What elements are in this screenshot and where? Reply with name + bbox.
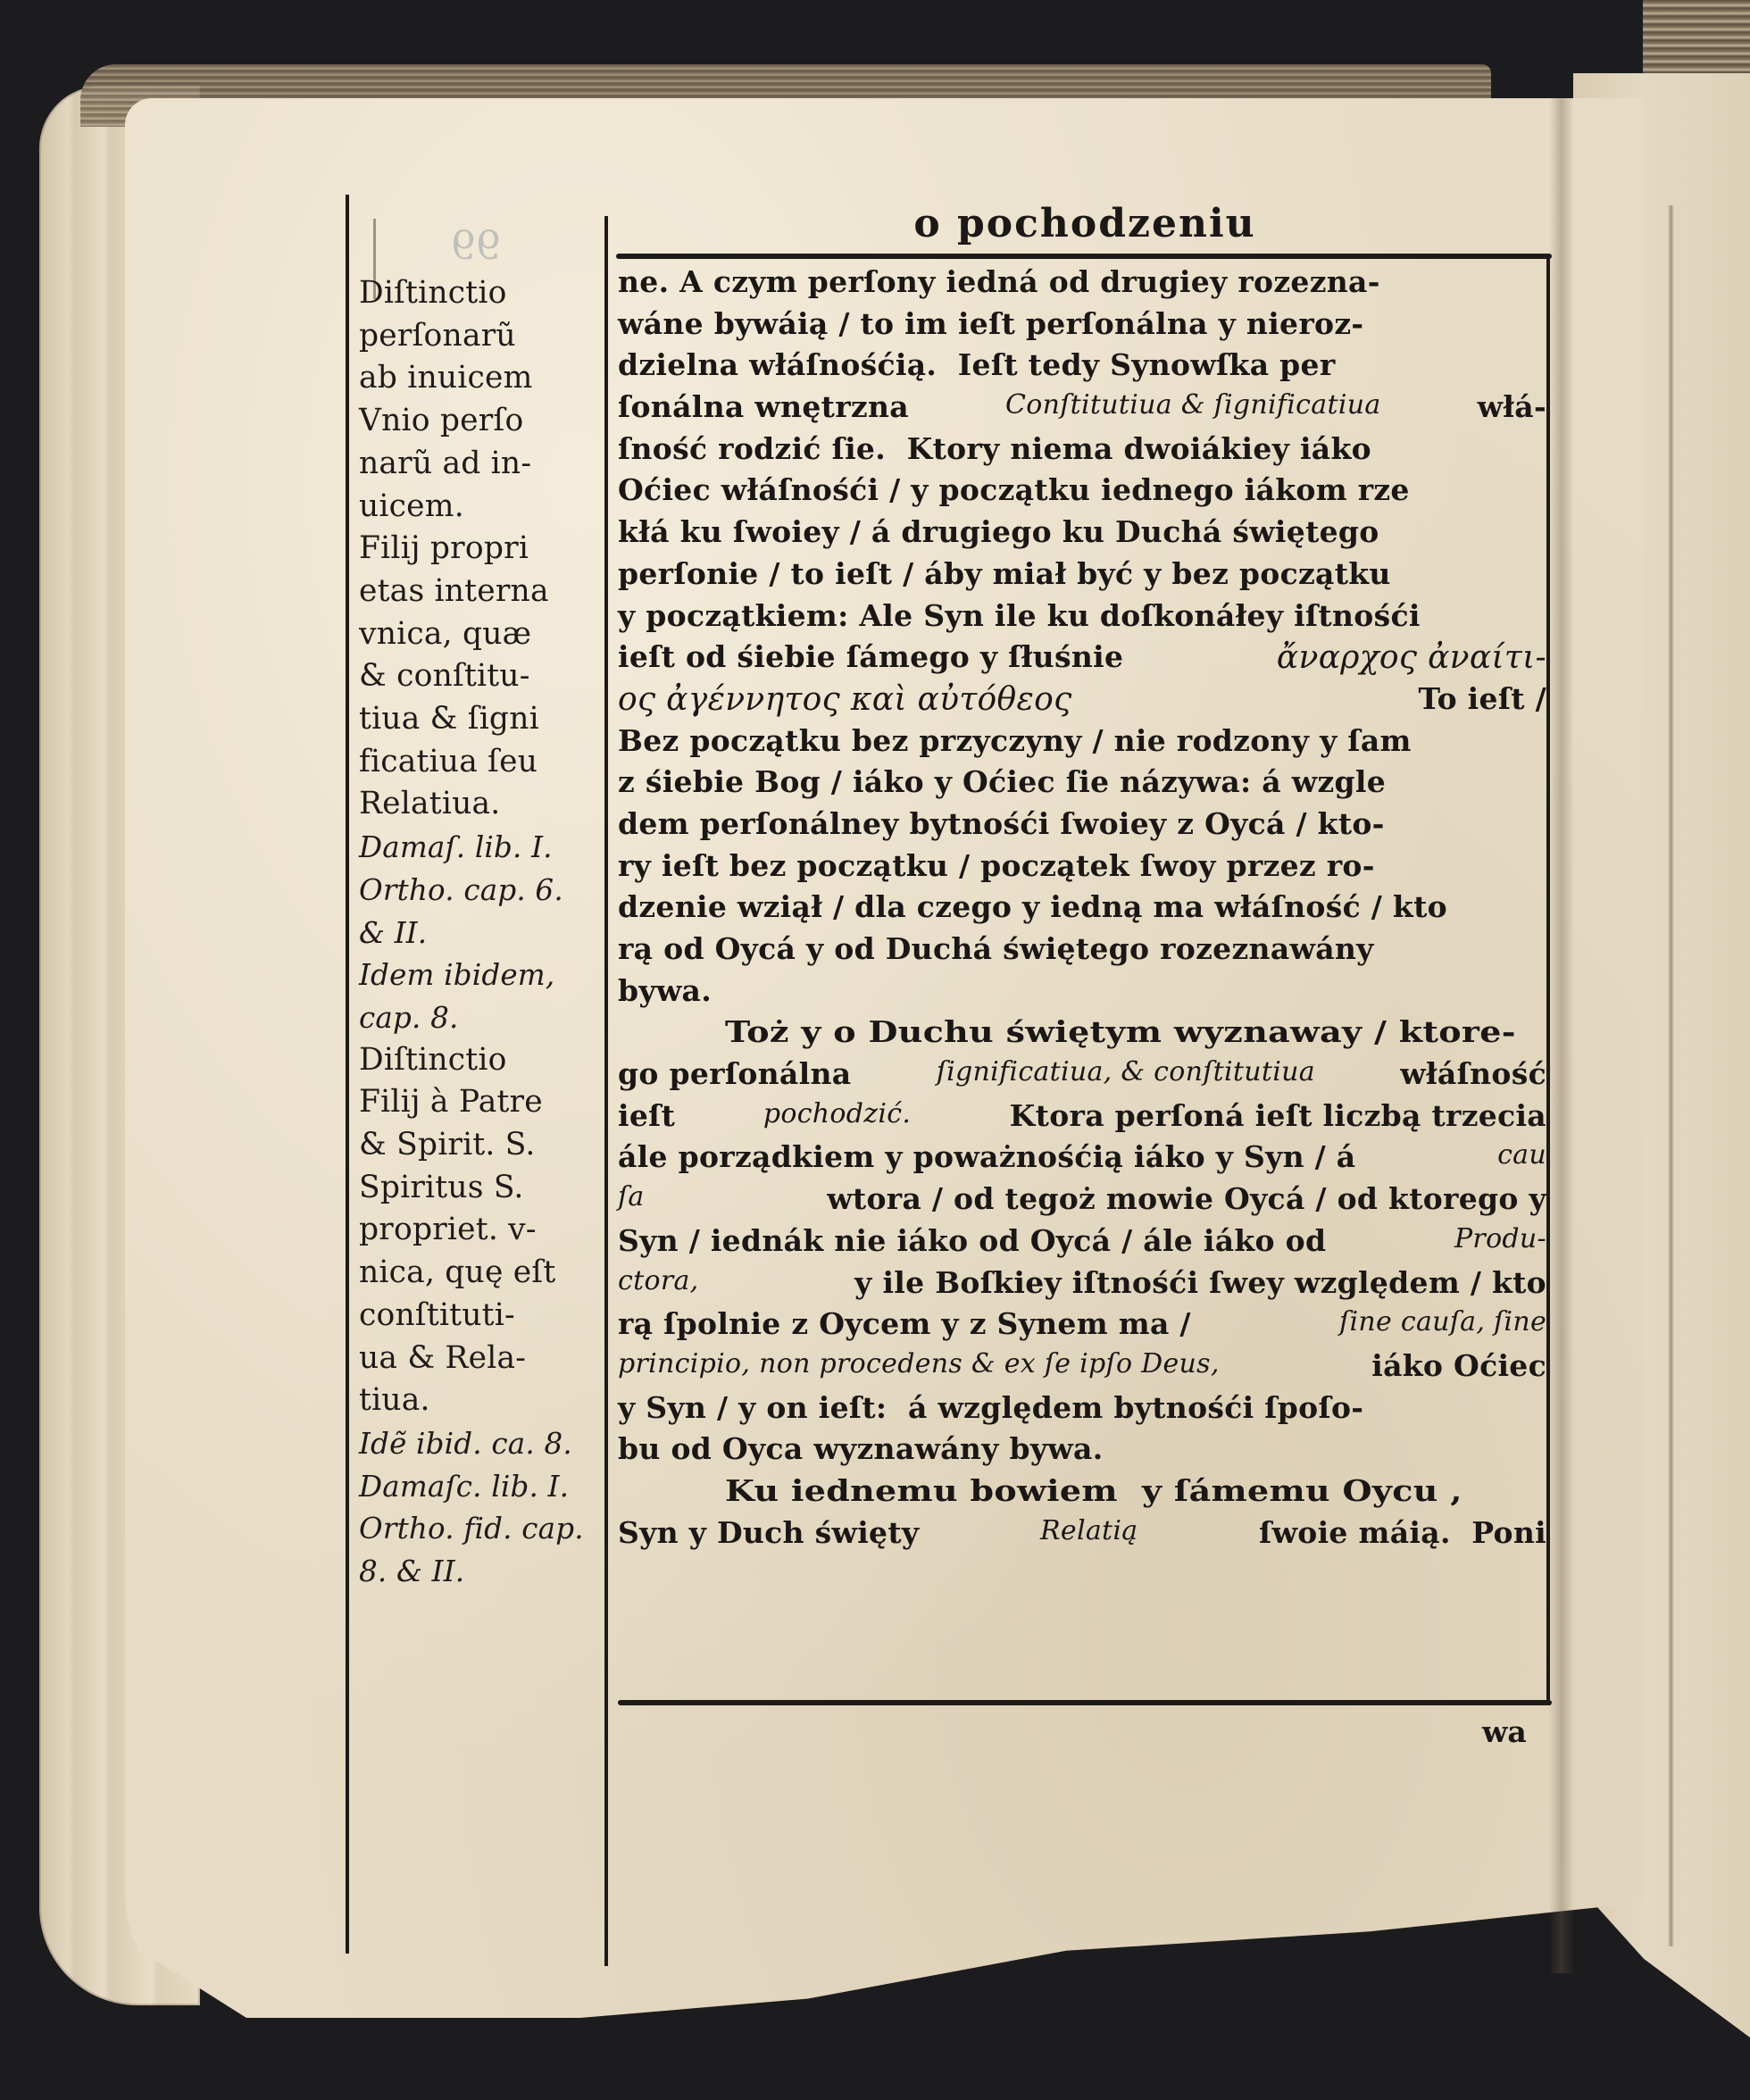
margin-note-line: Ortho. cap. 6.: [359, 871, 563, 907]
text-line: [618, 1390, 1546, 1432]
text-line: [618, 1014, 1546, 1056]
facing-book-edges: [1643, 0, 1750, 76]
text-line: [618, 1431, 1546, 1473]
catchword: wa: [1482, 1714, 1527, 1749]
text-segment: ále porządkiem y poważnośćią iáko y Syn / á: [618, 1139, 1367, 1175]
text-segment: ne. A czym perſony iedná od drugiey rozezna-: [618, 264, 1380, 299]
text-line: [618, 1139, 1546, 1181]
text-line: [618, 1181, 1546, 1223]
margin-note-line: Spiritus S.: [359, 1169, 524, 1205]
margin-note-line: etas interna: [359, 572, 549, 609]
text-line: [618, 1473, 1546, 1515]
margin-note-line: propriet. v-: [359, 1212, 537, 1248]
text-segment: perſonie / to ieſt / áby miał być y bez początku: [618, 555, 1391, 591]
text-segment: Syn y Duch święty: [618, 1514, 930, 1550]
text-line: [618, 723, 1546, 765]
margin-note-line: Idẽ ibid. ca. 8.: [359, 1425, 572, 1461]
text-line: [618, 639, 1546, 681]
text-segment: ieſt: [618, 1097, 686, 1133]
text-segment: włá-: [1466, 389, 1546, 425]
text-line: [618, 806, 1546, 848]
text-line: [618, 598, 1546, 640]
text-segment: y początkiem: Ale Syn ile ku doſkonáłey iſtnośći: [618, 597, 1421, 633]
text-line: [618, 1098, 1546, 1140]
text-segment: bu od Oyca wyznawány bywa.: [618, 1431, 1104, 1467]
text-segment: Oćiec włáſnośći / y początku iednego iákom rze: [618, 472, 1410, 508]
text-line: [618, 1265, 1546, 1307]
text-segment: wtora / od tegoż mowie Oycá / od ktorego y: [816, 1181, 1546, 1217]
frame-rule-left: [346, 195, 349, 1954]
text-segment: włáſność: [1389, 1056, 1546, 1092]
latin-phrase: Produ-: [1454, 1222, 1546, 1254]
greek-phrase: ος ἀγέννητος καὶ αὐτόθεος: [618, 680, 1072, 718]
margin-note-line: & conſtitu-: [359, 658, 530, 695]
text-segment: To ieſt /: [1396, 680, 1546, 716]
latin-phrase: cau: [1497, 1139, 1546, 1171]
margin-note-line: Vnio perſo: [359, 403, 524, 439]
margin-note-line: conſtituti-: [359, 1296, 515, 1333]
text-segment: ſność rodzić ſie. Ktory niema dwoiákiey iáko: [618, 430, 1371, 466]
text-segment: dem perſonálney bytnośći ſwoiey z Oycá / kto-: [618, 805, 1385, 841]
text-line: [618, 1515, 1546, 1557]
margin-note-line: Filij propri: [359, 530, 529, 567]
margin-note-line: nica, quę eſt: [359, 1254, 556, 1291]
margin-note-line: ab inuicem: [359, 360, 533, 396]
text-line: [618, 306, 1546, 348]
footer-rule: [618, 1700, 1552, 1705]
text-segment: Ktora perſoná ieſt liczbą trzecia: [988, 1097, 1546, 1133]
text-segment: bywa.: [618, 972, 712, 1008]
text-segment: ieſt od śiebie ſámego y ſłuśnie: [618, 639, 1135, 675]
text-segment: Ku iednemu bowiem y ſámemu Oycu ,: [725, 1472, 1462, 1508]
margin-note-line: Ortho. fid. cap.: [359, 1511, 584, 1546]
text-segment: ſonálna wnętrzna: [618, 389, 920, 425]
margin-note-line: tiua.: [359, 1382, 430, 1419]
latin-phrase: pochodzić.: [762, 1097, 912, 1129]
text-segment: go perſonálna: [618, 1056, 862, 1092]
text-segment: Toż y o Duchu świętym wyznaway / ktore-: [725, 1014, 1516, 1050]
text-line: [618, 1348, 1546, 1390]
gutter-shadow: [1549, 98, 1574, 1973]
margin-note-line: & II.: [359, 914, 428, 950]
text-segment: y ile Boſkiey iſtnośći ſwey względem / kto: [844, 1264, 1546, 1300]
margin-note-line: 8. & II.: [359, 1554, 465, 1589]
margin-note-line: perſonarũ: [359, 317, 516, 354]
latin-phrase: principio, non procedens & ex ſe ipſo Deus,: [618, 1347, 1220, 1379]
latin-phrase: ſa: [618, 1181, 645, 1213]
margin-note-line: Filij à Patre: [359, 1084, 543, 1121]
text-segment: dzielna włáſnośćią. Ieſt tedy Synowſka per: [618, 347, 1336, 383]
margin-note-line: Damaſ. lib. I.: [359, 829, 553, 865]
text-line: [618, 681, 1546, 723]
facing-page-crease: [1668, 205, 1674, 1946]
text-segment: dzenie wziął / dla czego y iedną ma włáſność / kto: [618, 889, 1447, 925]
text-segment: Bez początku bez przyczyny / nie rodzony y ſam: [618, 722, 1412, 758]
margin-note-line: & Spirit. S.: [359, 1127, 536, 1163]
text-line: [618, 1056, 1546, 1098]
margin-note-line: Relatiua.: [359, 786, 501, 822]
text-line: [618, 514, 1546, 556]
greek-phrase: ἄναρχος ἀναίτι-: [1276, 639, 1546, 677]
text-line: [618, 764, 1546, 806]
running-head: o pochodzeniu: [913, 201, 1256, 246]
marginal-notes: [359, 272, 611, 1593]
text-line: [618, 931, 1546, 973]
text-line: [618, 889, 1546, 931]
text-line: [618, 973, 1546, 1015]
text-segment: wáne bywáią / to im ieſt perſonálna y nieroz-: [618, 305, 1364, 341]
margin-note-line: Damaſc. lib. I.: [359, 1468, 570, 1504]
latin-phrase: ſine cauſa, ſine: [1339, 1306, 1546, 1338]
body-text: [618, 264, 1546, 1556]
text-line: [618, 431, 1546, 473]
text-line: [618, 264, 1546, 306]
margin-note-line: Idem ibidem,: [359, 957, 555, 993]
margin-note-line: ua & Rela-: [359, 1339, 527, 1376]
latin-phrase: Relatią: [1040, 1514, 1138, 1546]
text-segment: Syn / iednák nie iáko od Oycá / ále iáko od: [618, 1222, 1338, 1258]
text-line: [618, 1306, 1546, 1348]
text-segment: ry ieſt bez początku / początek ſwoy przez ro-: [618, 847, 1375, 883]
text-segment: z śiebie Bog / iáko y Oćiec ſie názywa: á wzgle: [618, 764, 1387, 800]
margin-note-line: narũ ad in-: [359, 445, 532, 481]
text-segment: rą ſpolnie z Oycem y z Synem ma /: [618, 1306, 1202, 1342]
text-segment: iáko Oćiec: [1361, 1347, 1546, 1383]
margin-note-line: tiua & ſigni: [359, 701, 539, 738]
text-line: [618, 1223, 1546, 1265]
margin-note-line: Diſtinctio: [359, 1041, 507, 1078]
text-line: [618, 848, 1546, 890]
show-through-page-number: 99: [451, 223, 501, 269]
margin-note-line: uicem.: [359, 488, 464, 524]
text-segment: kłá ku ſwoiey / á drugiego ku Duchá świętego: [618, 514, 1379, 550]
margin-note-line: Diſtinctio: [359, 275, 507, 311]
text-segment: ſwoie máią. Poni: [1248, 1514, 1546, 1550]
latin-phrase: ſignificatiua, & conſtitutiua: [936, 1056, 1315, 1088]
frame-rule-right: [1546, 254, 1550, 1705]
margin-note-line: vnica, quæ: [359, 615, 532, 652]
margin-note-line: ficatiua ſeu: [359, 743, 538, 779]
latin-phrase: Conſtitutiua & ſignificatiua: [1004, 389, 1381, 421]
margin-note-line: cap. 8.: [359, 999, 459, 1035]
text-segment: rą od Oycá y od Duchá świętego rozeznawány: [618, 931, 1374, 966]
text-line: [618, 389, 1546, 431]
text-line: [618, 347, 1546, 389]
text-line: [618, 556, 1546, 598]
text-line: [618, 472, 1546, 514]
latin-phrase: ctora,: [618, 1264, 699, 1296]
text-segment: y Syn / y on ieſt: á względem bytnośći ſpoſo-: [618, 1389, 1364, 1425]
